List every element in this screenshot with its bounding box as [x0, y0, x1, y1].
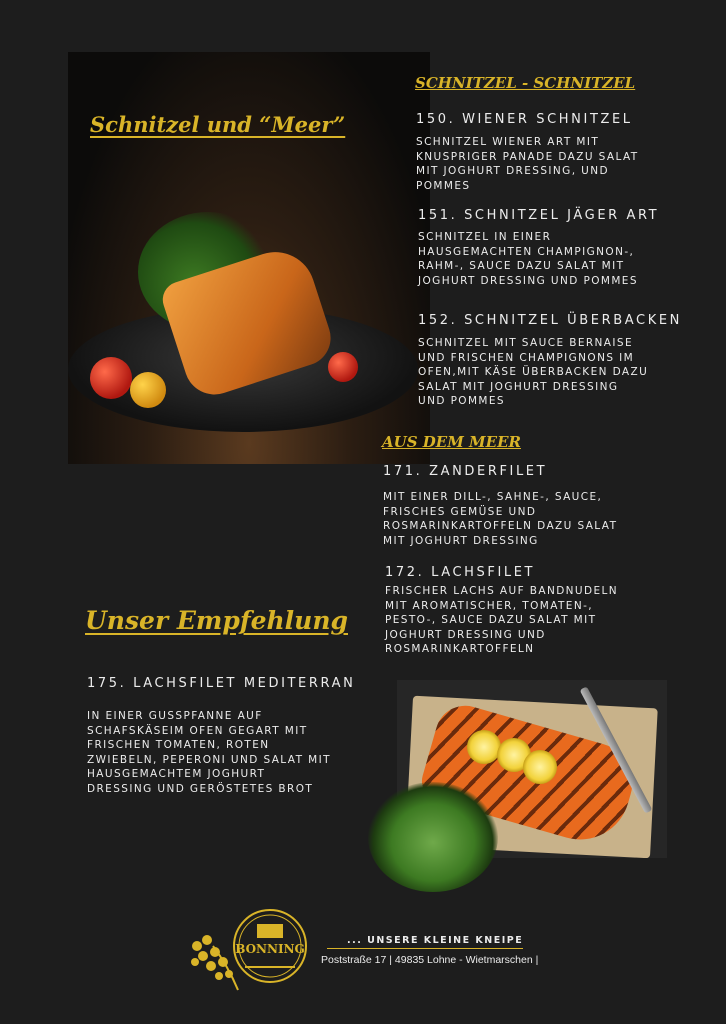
tomato — [328, 352, 358, 382]
logo — [183, 906, 308, 994]
menu-item-description: MIT EINER DILL-, SAHNE-, SAUCE, FRISCHES GEMÜSE UND ROSMARINKARTOFFELN DAZU SALAT MIT JOGHURT DRESSING — [383, 491, 618, 547]
section-heading-meer: AUS DEM MEER — [382, 433, 521, 451]
menu-item-description: IN EINER GUSSPFANNE AUF SCHAFSKÄSEIM OFEN GEGART MIT FRISCHEN TOMATEN, ROTEN ZWIEBELN, PEPERONI UND SALAT MIT HAUSGEMACHTEM JOGHURT DRESSING UND GERÖSTETES BROT — [87, 710, 331, 795]
recommendation-heading: Unser Empfehlung — [85, 606, 348, 635]
menu-item-title: 172. LACHSFILET — [385, 565, 536, 580]
footer-tagline: ... UNSERE KLEINE KNEIPE — [347, 935, 524, 946]
menu-item-title: 151. SCHNITZEL JÄGER ART — [418, 208, 660, 223]
menu-item-title: 175. LACHSFILET MEDITERRAN — [87, 676, 356, 691]
footer-divider — [327, 948, 523, 949]
tomato — [90, 357, 132, 399]
footer-address: Poststraße 17 | 49835 Lohne - Wietmarschen | — [321, 954, 539, 966]
lemon-slice — [467, 730, 501, 764]
menu-item-description: SCHNITZEL WIENER ART MIT KNUSPRIGER PANADE DAZU SALAT MIT JOGHURT DRESSING, UND POMMES — [416, 136, 639, 192]
lemon-slice — [523, 750, 557, 784]
tomato-yellow — [130, 372, 166, 408]
menu-item-description: FRISCHER LACHS AUF BANDNUDELN MIT AROMATISCHER, TOMATEN-, PESTO-, SAUCE DAZU SALAT MIT JOGHURT DRESSING UND ROSMARINKARTOFFELN — [385, 585, 619, 656]
menu-item-title: 152. SCHNITZEL ÜBERBACKEN — [418, 313, 682, 328]
dill-garnish — [368, 782, 498, 892]
logo-name: BONNING — [235, 942, 305, 956]
hero-title: Schnitzel und “Meer” — [90, 112, 346, 137]
menu-item-description: SCHNITZEL IN EINER HAUSGEMACHTEN CHAMPIGNON-, RAHM-, SAUCE DAZU SALAT MIT JOGHURT DRESSING UND POMMES — [418, 231, 638, 287]
menu-item-description: SCHNITZEL MIT SAUCE BERNAISE UND FRISCHEN CHAMPIGNONS IM OFEN,MIT KÄSE ÜBERBACKEN DAZU SALAT MIT JOGHURT DRESSING UND POMMES — [418, 337, 649, 408]
section-heading-schnitzel: SCHNITZEL - SCHNITZEL — [415, 74, 636, 92]
menu-item-title: 171. ZANDERFILET — [383, 464, 548, 479]
menu-item-title: 150. WIENER SCHNITZEL — [416, 112, 633, 127]
